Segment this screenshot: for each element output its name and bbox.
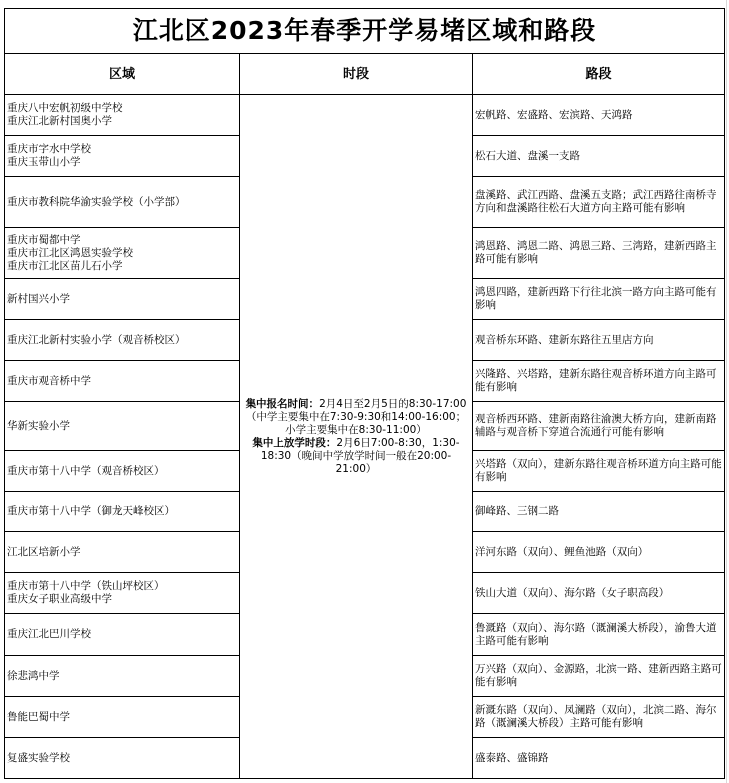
area-cell[interactable]: [5, 95, 240, 136]
road-cell[interactable]: 万兴路（双向）、金源路，北滨一路、建新西路主路可能有影响: [473, 656, 725, 697]
area-line: 江北区培新小学: [7, 545, 81, 558]
area-cell[interactable]: [5, 361, 240, 402]
area-line: 重庆市第十八中学（铁山坪校区）: [7, 580, 165, 592]
road-cell[interactable]: 鸿恩四路，建新西路下行往北滨一路方向主路可能有影响: [473, 279, 725, 320]
area-cell[interactable]: [5, 573, 240, 614]
road-cell[interactable]: 铁山大道（双向）、海尔路（女子职高段）: [473, 573, 725, 614]
area-cell[interactable]: [5, 320, 240, 361]
area-line: 重庆市江北区鸿恩实验学校: [7, 246, 133, 259]
area-line: 徐悲鸿中学: [7, 669, 60, 682]
road-cell[interactable]: 观音桥东环路、建新东路往五里店方向: [473, 320, 725, 361]
area-cell[interactable]: [5, 228, 240, 279]
time-text-school: 2月6日7:00-8:30，1:30-18:30（晚间中学放学时间一般在20:00-21:00）: [260, 436, 460, 475]
area-line: 重庆市江北区苗儿石小学: [7, 259, 123, 272]
area-cell[interactable]: [5, 532, 240, 573]
area-line: 重庆玉带山小学: [7, 156, 81, 168]
area-line: 重庆市第十八中学（御龙天峰校区）: [7, 505, 175, 517]
area-line: 重庆市蜀都中学: [7, 233, 81, 246]
road-cell[interactable]: 盘溪路、武江西路、盘溪五支路；武江西路往南桥寺方向和盘溪路往松石大道方向主路可能有影响: [473, 177, 725, 228]
area-line: 重庆市观音桥中学: [7, 374, 91, 387]
grid-line: [726, 0, 727, 783]
traffic-table: [4, 8, 725, 779]
area-line: 鲁能巴蜀中学: [7, 710, 70, 723]
road-cell[interactable]: 宏帆路、宏盛路、宏滨路、天鸿路: [473, 95, 725, 136]
road-cell[interactable]: 盛泰路、盛锦路: [473, 738, 725, 779]
area-cell[interactable]: [5, 492, 240, 532]
road-cell[interactable]: 御峰路、三钢二路: [473, 492, 725, 532]
time-label-school: 集中上放学时段：: [252, 436, 337, 449]
header-time[interactable]: 时段: [240, 54, 473, 95]
time-slot-cell[interactable]: [240, 95, 473, 779]
area-line: 重庆江北巴川学校: [7, 628, 91, 640]
table-title[interactable]: 江北区2023年春季开学易堵区域和路段: [5, 9, 725, 54]
time-label-enroll: 集中报名时间：: [245, 397, 320, 410]
header-road[interactable]: 路段: [473, 54, 725, 95]
area-line: 重庆江北新村国奥小学: [7, 115, 112, 127]
area-line: 重庆江北新村实验小学（观音桥校区）: [7, 333, 186, 346]
road-cell[interactable]: 鲁溉路（双向）、海尔路（溉澜溪大桥段），渝鲁大道主路可能有影响: [473, 614, 725, 656]
area-line: 重庆八中宏帆初级中学校: [7, 102, 123, 114]
area-cell[interactable]: [5, 279, 240, 320]
road-cell[interactable]: 兴塔路（双向），建新东路往观音桥环道方向主路可能有影响: [473, 451, 725, 492]
area-line: 重庆市教科院华渝实验学校（小学部）: [7, 195, 186, 208]
road-cell[interactable]: 松石大道、盘溪一支路: [473, 136, 725, 177]
title-row: [5, 9, 725, 54]
road-cell[interactable]: 观音桥西环路、建新南路往渝澳大桥方向，建新南路辅路与观音桥下穿道合流通行可能有影响: [473, 402, 725, 451]
area-cell[interactable]: [5, 738, 240, 779]
area-cell[interactable]: [5, 656, 240, 697]
header-row: [5, 54, 725, 95]
road-cell[interactable]: 兴隆路、兴塔路，建新东路往观音桥环道方向主路可能有影响: [473, 361, 725, 402]
road-cell[interactable]: 洋河东路（双向）、鲤鱼池路（双向）: [473, 532, 725, 573]
area-cell[interactable]: [5, 136, 240, 177]
area-cell[interactable]: [5, 402, 240, 451]
area-cell[interactable]: [5, 614, 240, 656]
area-line: 新村国兴小学: [7, 292, 70, 305]
table-row: [5, 95, 725, 136]
road-cell[interactable]: 新溉东路（双向）、凤澜路（双向），北滨二路、海尔路（溉澜溪大桥段）主路可能有影响: [473, 697, 725, 738]
road-cell[interactable]: 鸿恩路、鸿恩二路、鸿恩三路、三湾路，建新西路主路可能有影响: [473, 228, 725, 279]
area-line: 重庆女子职业高级中学: [7, 593, 112, 605]
area-cell[interactable]: [5, 177, 240, 228]
area-line: 重庆市第十八中学（观音桥校区）: [7, 464, 165, 477]
area-line: 华新实验小学: [7, 419, 70, 432]
area-cell[interactable]: [5, 451, 240, 492]
area-line: 复盛实验学校: [7, 751, 70, 764]
time-text-enroll: 2月4日至2月5日的8:30-17:00（中学主要集中在7:30-9:30和14:00-16:00；小学主要集中在8:30-11:00）: [245, 397, 467, 436]
area-line: 重庆市字水中学校: [7, 143, 91, 155]
area-cell[interactable]: [5, 697, 240, 738]
header-area[interactable]: 区域: [5, 54, 240, 95]
